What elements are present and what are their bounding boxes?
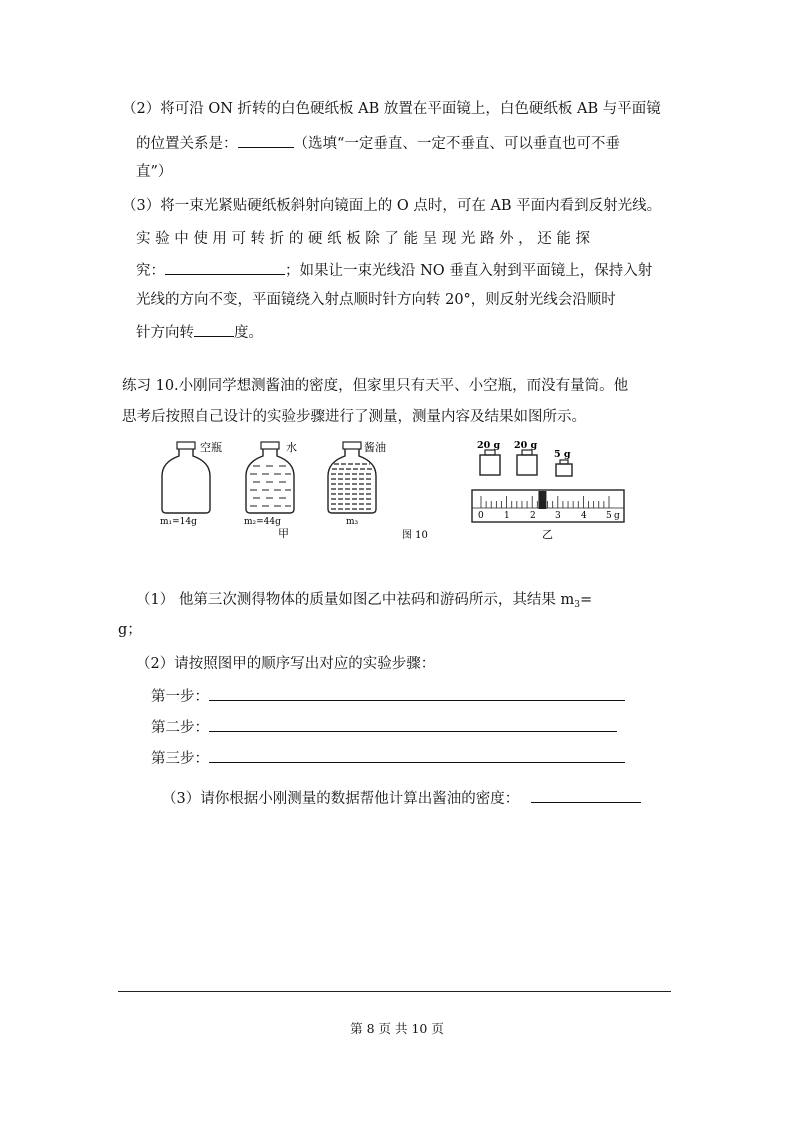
step3-row <box>151 748 625 769</box>
footer-divider <box>118 991 671 992</box>
q3-line4: 光线的方向不变，平面镜绕入射点顺时针方向转 20°，则反射光线会沿顺时 <box>136 292 616 308</box>
weight-20g-b <box>517 450 537 475</box>
step2-label: 第二步： <box>151 720 209 736</box>
step1-row <box>151 686 625 707</box>
ex10-line1: 练习 10.小刚同学想测酱油的密度，但家里只有天平、小空瓶，而没有量筒。他 <box>122 378 629 394</box>
figure-10 <box>150 436 640 546</box>
step2-row <box>151 717 617 738</box>
scale-bar <box>472 490 624 522</box>
sub3-line <box>162 788 641 809</box>
q3-degree-label: 度。 <box>234 325 263 341</box>
sub1-text: （1） 他第三次测得物体的质量如图乙中祛码和游码所示，其结果 m <box>136 592 575 608</box>
sub1-subscript: 3 <box>574 600 580 610</box>
q3-line3-rest: ；如果让一束光线沿 NO 垂直入射到平面镜上，保持入射 <box>285 263 653 279</box>
scale-num-0: 0 <box>478 511 484 521</box>
label-m2: m₂=44g <box>244 517 281 527</box>
answer-blank-position[interactable] <box>238 133 294 148</box>
label-empty-bottle: 空瓶 <box>200 441 222 454</box>
q3-line5 <box>136 322 263 343</box>
sub1-equals: = <box>579 592 593 608</box>
q2-line1: （2）将可沿 ON 折转的白色硬纸板 AB 放置在平面镜上，白色硬纸板 AB 与平面镜 <box>122 101 661 117</box>
sub3-text: （3）请你根据小刚测量的数据帮他计算出酱油的密度： <box>162 791 520 807</box>
label-yi: 乙 <box>542 528 553 541</box>
q3-line1: （3）将一束光紧贴硬纸板斜射向镜面上的 O 点时，可在 AB 平面内看到反射光线。 <box>122 198 662 214</box>
step3-label: 第三步： <box>151 751 209 767</box>
sub1-line <box>136 590 592 615</box>
step3-blank[interactable] <box>209 748 625 763</box>
step2-blank[interactable] <box>209 717 617 732</box>
answer-blank-explore[interactable] <box>165 260 285 275</box>
scale-num-4: 4 <box>581 511 587 521</box>
step1-label: 第一步： <box>151 689 209 705</box>
scale-num-1: 1 <box>504 511 510 521</box>
ex10-line2: 思考后按照自己设计的实验步骤进行了测量，测量内容及结果如图所示。 <box>122 409 586 425</box>
answer-blank-angle[interactable] <box>194 322 234 337</box>
sub1-unit: g； <box>118 622 142 638</box>
q3-line2: 实 验 中 使 用 可 转 折 的 硬 纸 板 除 了 能 呈 现 光 路 外 ， 还 能 探 <box>136 231 591 247</box>
q2-prompt: 的位置关系是： <box>136 136 238 152</box>
weight-label-3: 5 g <box>554 449 571 460</box>
q2-line3: 直”） <box>136 164 173 180</box>
label-jia: 甲 <box>278 527 289 540</box>
label-water-bottle: 水 <box>286 441 297 454</box>
sub2-line: （2）请按照图甲的顺序写出对应的实验步骤： <box>136 656 436 672</box>
scale-num-3: 3 <box>555 511 561 521</box>
scale-num-2: 2 <box>530 511 536 521</box>
q3-line3 <box>136 260 652 281</box>
weight-5g <box>556 460 572 476</box>
label-m1: m₁=14g <box>160 517 197 527</box>
q3-turn-label: 针方向转 <box>136 325 194 341</box>
q2-options: （选填“一定垂直、一定不垂直、可以垂直也可不垂 <box>293 136 620 152</box>
weight-label-1: 20 g <box>477 440 501 451</box>
weight-20g-a <box>480 450 500 475</box>
scale-num-5: 5 <box>606 511 612 521</box>
weight-label-2: 20 g <box>514 440 538 451</box>
q2-line2 <box>136 133 620 154</box>
step1-blank[interactable] <box>209 686 625 701</box>
figure-caption: 图 10 <box>402 530 428 541</box>
q3-explore-label: 究： <box>136 263 165 279</box>
rider[interactable] <box>538 491 546 509</box>
scale-unit: g <box>614 511 620 521</box>
label-m3: m₃ <box>346 517 359 527</box>
page-footer: 第 8 页 共 10 页 <box>350 1021 444 1036</box>
density-blank[interactable] <box>531 788 641 803</box>
label-soy-bottle: 酱油 <box>364 441 386 454</box>
